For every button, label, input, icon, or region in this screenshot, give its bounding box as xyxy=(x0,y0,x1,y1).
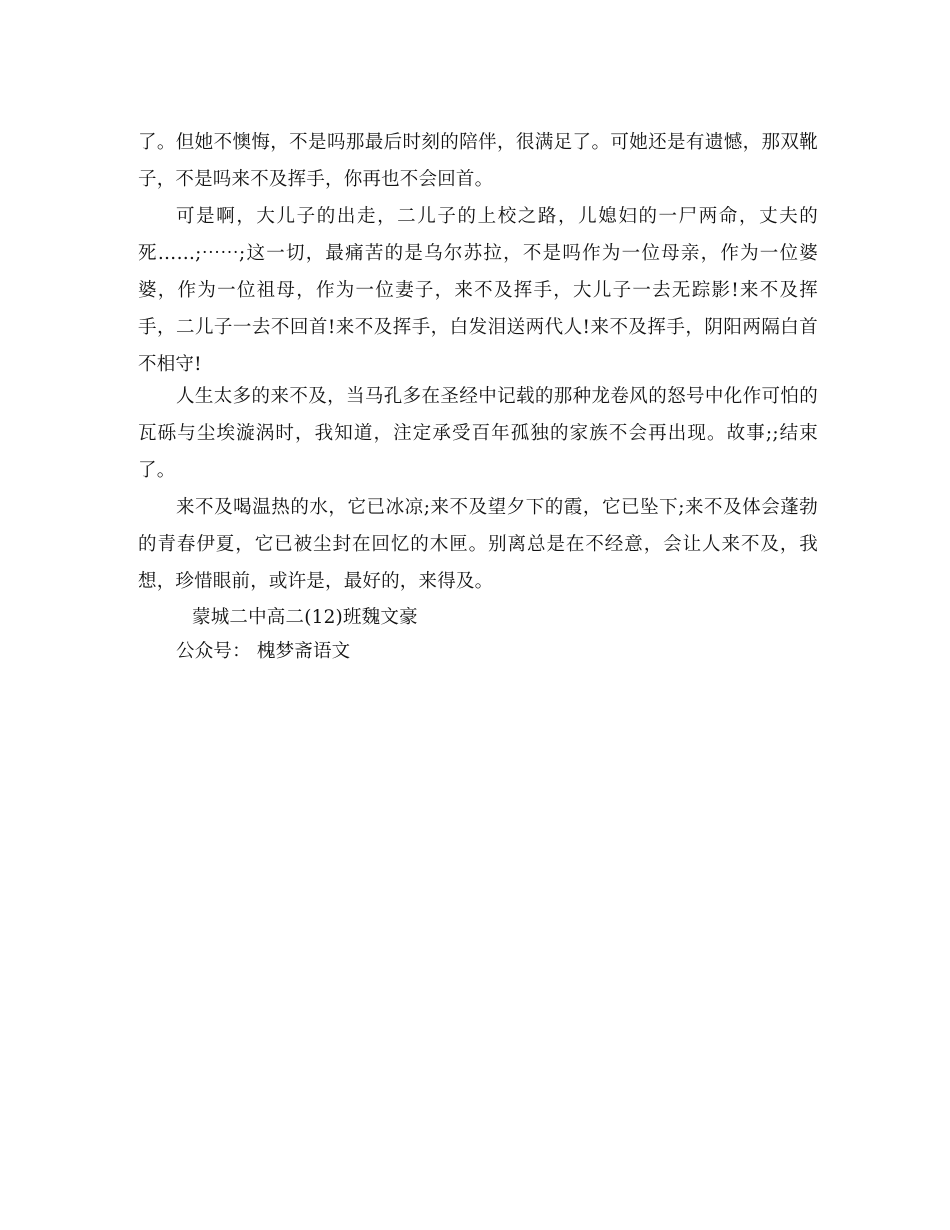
author-line: 蒙城二中高二(12)班魏文豪 xyxy=(192,607,418,628)
paragraph-2-line-1: 可是啊，大儿子的出走，二儿子的上校之路，儿媳妇的一尸两命，丈夫的 xyxy=(176,206,818,227)
paragraph-2-line-4: 手，二儿子一去不回首!来不及挥手，白发泪送两代人!来不及挥手，阴阳两隔白首 xyxy=(138,317,818,338)
paragraph-3-line-1: 人生太多的来不及，当马孔多在圣经中记载的那种龙卷风的怒号中化作可怕的 xyxy=(176,386,818,407)
paragraph-2-line-5: 不相守! xyxy=(138,354,202,375)
paragraph-3-line-2: 瓦砾与尘埃漩涡时，我知道，注定承受百年孤独的家族不会再出现。故事;;结束 xyxy=(138,423,818,444)
paragraph-2-line-3: 婆，作为一位祖母，作为一位妻子，来不及挥手，大儿子一去无踪影!来不及挥 xyxy=(138,280,818,301)
paragraph-3-line-3: 了。 xyxy=(138,460,176,481)
paragraph-4-line-2: 的青春伊夏，它已被尘封在回忆的木匣。别离总是在不经意，会让人来不及，我 xyxy=(138,534,818,555)
paragraph-1-line-1: 了。但她不懊悔，不是吗那最后时刻的陪伴，很满足了。可她还是有遗憾，那双靴 xyxy=(138,132,818,153)
paragraph-1-line-2: 子，不是吗来不及挥手，你再也不会回首。 xyxy=(138,169,494,190)
paragraph-4-line-1: 来不及喝温热的水，它已冰凉;来不及望夕下的霞，它已坠下;来不及体会蓬勃 xyxy=(176,497,818,518)
paragraph-4-line-3: 想，珍惜眼前，或许是，最好的，来得及。 xyxy=(138,571,494,592)
paragraph-2-line-2: 死……;⋯⋯;这一切，最痛苦的是乌尔苏拉，不是吗作为一位母亲，作为一位婆 xyxy=(138,243,818,264)
public-account-line: 公众号： 槐梦斋语文 xyxy=(176,641,351,662)
